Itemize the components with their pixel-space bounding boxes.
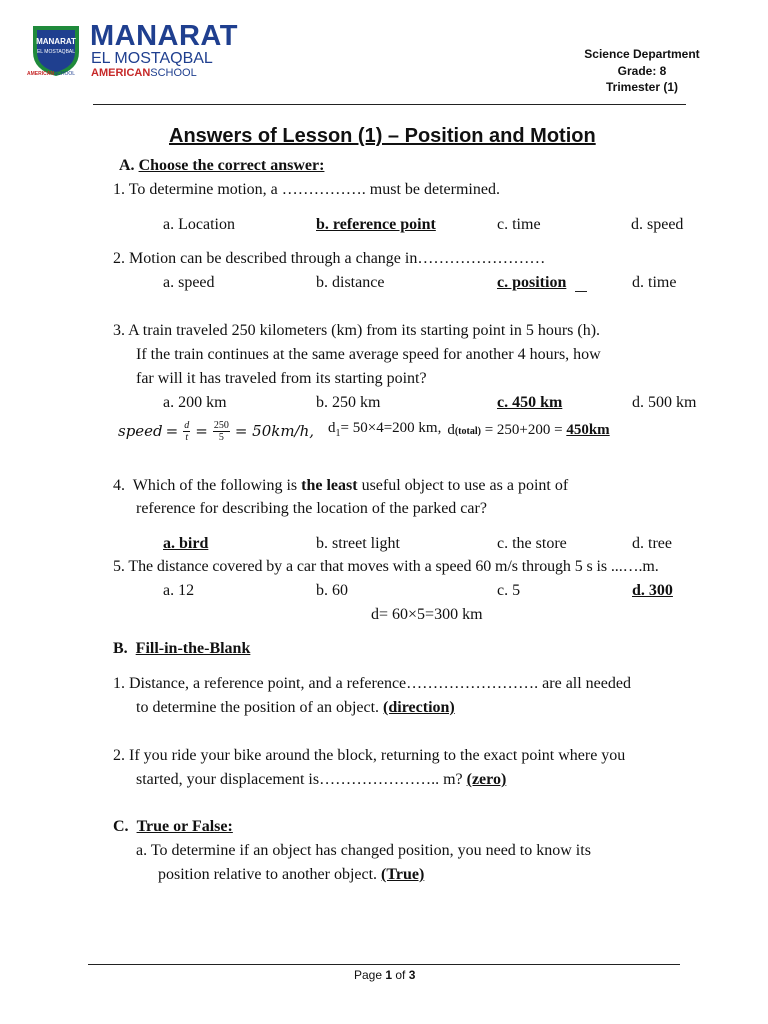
speed-result: = 50km/h, bbox=[234, 422, 315, 440]
section-a-title: Choose the correct answer: bbox=[138, 157, 325, 174]
logo-line2: EL MOSTAQBAL bbox=[91, 50, 213, 67]
dtotal-label: d bbox=[447, 422, 455, 438]
option-a5-c: c. 5 bbox=[497, 582, 521, 599]
question-ca-line2 bbox=[158, 865, 424, 885]
shield-subtext: EL MOSTAQBAL bbox=[36, 49, 76, 55]
d1-text: = 50×4=200 km, bbox=[340, 420, 442, 436]
option-a4-b: b. street light bbox=[316, 535, 400, 552]
logo-line1: MANARAT bbox=[90, 20, 238, 52]
option-a4-a: a. bird bbox=[163, 535, 209, 552]
header-info bbox=[560, 46, 724, 96]
option-a5-b: b. 60 bbox=[316, 582, 348, 599]
page-number bbox=[354, 967, 415, 983]
question-a5-solution: d= 60×5=300 km bbox=[371, 606, 483, 623]
d1-label: d bbox=[328, 420, 336, 436]
question-a1-stem: 1. To determine motion, a ……………. must be determined. bbox=[113, 181, 500, 198]
option-a3-a: a. 200 km bbox=[163, 394, 227, 411]
question-a4-line2: reference for describing the location of the parked car? bbox=[136, 500, 487, 517]
fraction-250: 250 bbox=[213, 419, 229, 431]
dtotal-text: = 250+200 = bbox=[480, 422, 567, 438]
option-a4-d: d. tree bbox=[632, 535, 672, 552]
dtotal-answer: 450km bbox=[566, 422, 610, 438]
question-a3-line1: 3. A train traveled 250 kilometers (km) from its starting point in 5 hours (h). bbox=[113, 322, 601, 339]
fraction-5: 5 bbox=[218, 431, 224, 443]
logo-line3 bbox=[91, 67, 197, 80]
page-current: 1 bbox=[385, 968, 393, 982]
department-label: Science Department bbox=[584, 47, 700, 61]
trimester-label: Trimester (1) bbox=[605, 80, 679, 94]
option-a3-c: c. 450 km bbox=[497, 394, 563, 411]
header-rule bbox=[93, 104, 686, 105]
shield-caption-red: AMERICAN bbox=[27, 71, 54, 77]
section-c-letter: C. bbox=[113, 818, 129, 835]
fraction-d-over-t bbox=[183, 420, 190, 443]
section-c-title: True or False: bbox=[136, 818, 233, 835]
option-a1-c: c. time bbox=[497, 216, 541, 233]
page-word: Page bbox=[354, 968, 386, 982]
option-a2-a: a. speed bbox=[163, 274, 215, 291]
question-b1-line2 bbox=[136, 698, 455, 718]
question-a4-line1 bbox=[113, 476, 568, 496]
question-a3-solution bbox=[118, 414, 610, 448]
dtotal-expression bbox=[447, 420, 609, 442]
equals-sign: = bbox=[165, 422, 179, 440]
grade-label: Grade: 8 bbox=[617, 63, 667, 78]
d1-expression bbox=[328, 418, 441, 444]
section-a-heading bbox=[119, 156, 324, 176]
speed-word: speed bbox=[118, 422, 163, 440]
equals-sign-2: = bbox=[195, 422, 208, 440]
b2-answer: (zero) bbox=[466, 771, 507, 788]
q4-post: useful object to use as a point of bbox=[357, 477, 569, 494]
option-a5-d: d. 300 bbox=[632, 582, 673, 599]
school-logo bbox=[27, 20, 238, 82]
option-a1-b: b. reference point bbox=[316, 216, 436, 233]
section-c-heading bbox=[113, 817, 233, 837]
question-a2-stem: 2. Motion can be described through a change in…………………… bbox=[113, 250, 546, 267]
shield-text: MANARAT bbox=[36, 37, 76, 46]
logo-line3-bold: AMERICAN bbox=[91, 67, 151, 79]
footer-rule bbox=[88, 964, 680, 965]
page-title: Answers of Lesson (1) – Position and Motion bbox=[169, 125, 596, 147]
section-b-heading bbox=[113, 639, 250, 659]
b1-text: to determine the position of an object. bbox=[136, 699, 384, 716]
question-b1-line1: 1. Distance, a reference point, and a reference……………………. are all needed bbox=[113, 675, 631, 692]
shield-caption-rest: SCHOOL bbox=[53, 71, 76, 77]
dtotal-sub: (total) bbox=[454, 426, 481, 437]
option-a3-d: d. 500 km bbox=[632, 394, 697, 411]
fraction-250-over-5 bbox=[213, 420, 230, 443]
page-total: 3 bbox=[408, 968, 416, 982]
q4-pre: 4. Which of the following is bbox=[113, 477, 302, 494]
b2-text: started, your displacement is………………….. m? bbox=[136, 771, 467, 788]
b1-answer: (direction) bbox=[383, 699, 455, 716]
of-word: of bbox=[392, 968, 409, 982]
option-a2-c: c. position bbox=[497, 274, 567, 291]
question-b2-line2 bbox=[136, 770, 506, 790]
option-a5-a: a. 12 bbox=[163, 582, 195, 599]
question-ca-line1: a. To determine if an object has changed position, you need to know its bbox=[136, 842, 591, 859]
option-a2-c-underline-ext bbox=[575, 291, 587, 292]
option-a1-a: a. Location bbox=[163, 216, 235, 233]
option-a1-d: d. speed bbox=[631, 216, 684, 233]
ca-text: position relative to another object. bbox=[158, 866, 382, 883]
option-a2-d: d. time bbox=[632, 274, 677, 291]
option-a3-b: b. 250 km bbox=[316, 394, 381, 411]
q4-bold: the least bbox=[301, 477, 358, 494]
shield-caption bbox=[27, 71, 75, 77]
logo-line3-rest: SCHOOL bbox=[150, 67, 197, 79]
fraction-d: d bbox=[184, 419, 190, 431]
question-a3-line3: far will it has traveled from its starting point? bbox=[136, 370, 427, 387]
option-a2-b: b. distance bbox=[316, 274, 385, 291]
question-a3-line2: If the train continues at the same average speed for another 4 hours, how bbox=[136, 346, 601, 363]
ca-answer: (True) bbox=[381, 866, 425, 883]
d1-sub: 1 bbox=[335, 428, 341, 439]
question-a5-stem: 5. The distance covered by a car that moves with a speed 60 m/s through 5 s is ...….m. bbox=[113, 558, 659, 575]
question-b2-line1: 2. If you ride your bike around the block, returning to the exact point where you bbox=[113, 747, 626, 764]
section-a-letter: A. bbox=[119, 157, 135, 174]
option-a4-c: c. the store bbox=[497, 535, 567, 552]
section-b-letter: B. bbox=[113, 640, 128, 657]
section-b-title: Fill-in-the-Blank bbox=[135, 640, 251, 657]
fraction-t: t bbox=[185, 431, 189, 443]
